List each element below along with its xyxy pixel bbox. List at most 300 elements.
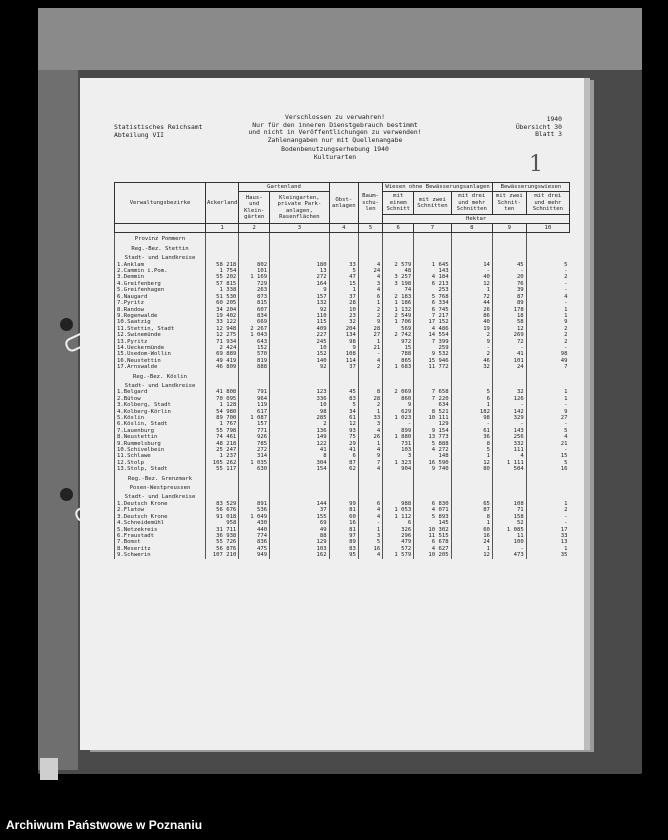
table-cell (383, 371, 414, 380)
district-name: 10.Saatzig (115, 319, 206, 325)
table-cell: 145 (414, 520, 451, 526)
table-cell (451, 371, 492, 380)
table-cell: 475 (239, 546, 270, 552)
table-cell: 132 (270, 300, 330, 306)
table-cell: 9 (383, 402, 414, 408)
table-cell: 21 (526, 441, 569, 447)
table-cell: 865 (383, 358, 414, 364)
table-cell: 60 (329, 514, 358, 520)
table-cell: 259 (414, 345, 451, 351)
table-cell: 49 (526, 358, 569, 364)
table-cell (206, 371, 239, 380)
section-heading-row (115, 371, 570, 380)
table-cell: 143 (492, 428, 526, 434)
table-cell: 24 (492, 364, 526, 370)
table-cell: 9 (526, 409, 569, 415)
table-cell (358, 233, 382, 243)
table-cell (414, 473, 451, 482)
table-cell: 35 (526, 552, 569, 558)
table-cell: - (526, 281, 569, 287)
table-cell: 41 (492, 351, 526, 357)
table-cell: 16 (526, 466, 569, 472)
table-cell (358, 243, 382, 252)
table-cell: 155 (270, 514, 330, 520)
table-cell: 17 152 (414, 319, 451, 325)
table-cell: 83 (329, 396, 358, 402)
table-cell: - (526, 268, 569, 274)
office-header (114, 124, 203, 139)
table-cell: 37 (270, 507, 330, 513)
table-cell: 6 (358, 294, 382, 300)
table-cell: 10 302 (414, 527, 451, 533)
district-name: 2.Cammin i.Pom. (115, 268, 206, 274)
sheet-year: 1940 (546, 115, 562, 123)
table-cell: 24 (451, 539, 492, 545)
section-heading: Provinz Pommern (115, 233, 206, 243)
table-cell: 1 (526, 313, 569, 319)
table-cell: 5 (526, 428, 569, 434)
table-cell: 25 247 (206, 447, 239, 453)
table-cell: 28 (358, 326, 382, 332)
table-cell (270, 252, 330, 261)
district-name: 11.Stettin, Stadt (115, 326, 206, 332)
table-cell: 55 202 (206, 274, 239, 280)
table-cell: 6 678 (414, 539, 451, 545)
table-cell: 771 (239, 428, 270, 434)
table-cell: 731 (383, 441, 414, 447)
table-cell (492, 491, 526, 500)
unit-label: Hektar (383, 214, 570, 223)
table-cell: 12 (451, 460, 492, 466)
table-cell (414, 491, 451, 500)
header-line: Verschlossen zu verwahren! (284, 113, 386, 121)
table-cell: 1 (451, 287, 492, 293)
table-cell: - (526, 520, 569, 526)
table-cell (206, 243, 239, 252)
district-name: 9.Schwerin (115, 552, 206, 558)
table-cell: 1 169 (239, 274, 270, 280)
col-einem-schnitt: mit einem Schnitt (383, 192, 414, 214)
table-cell: 4 (358, 287, 382, 293)
table-cell: 536 (239, 507, 270, 513)
table-cell: 4 (358, 262, 382, 268)
district-name: 17.Arnswalde (115, 364, 206, 370)
table-cell: 873 (239, 294, 270, 300)
header-line: Zahlenangaben nur mit Quellenangabe (267, 135, 403, 144)
table-cell: 473 (492, 552, 526, 558)
table-cell: 72 (451, 294, 492, 300)
table-cell: 99 (329, 501, 358, 507)
table-cell: 629 (383, 409, 414, 415)
col-wiesen-ohne: Wiesen ohne Bewässerungsanlagen (383, 183, 493, 192)
table-cell: 888 (239, 364, 270, 370)
table-cell: 253 (414, 287, 451, 293)
table-cell: 227 (270, 332, 330, 338)
table-cell: 4 272 (414, 447, 451, 453)
table-cell: 9 (329, 345, 358, 351)
table-cell (383, 252, 414, 261)
table-cell (451, 482, 492, 491)
table-cell: 46 (451, 358, 492, 364)
table-cell: 10 (270, 402, 330, 408)
table-cell: 19 402 (206, 313, 239, 319)
table-cell: 37 (329, 294, 358, 300)
table-cell: 3 257 (383, 274, 414, 280)
table-cell (383, 491, 414, 500)
office-name: Statistisches Reichsamt (114, 123, 203, 131)
table-cell: 108 (329, 351, 358, 357)
table-cell: 81 (329, 527, 358, 533)
survey-title: Bodenbenutzungserhebung 1940 (281, 145, 389, 154)
table-cell: 41 (329, 447, 358, 453)
table-cell: 834 (239, 313, 270, 319)
table-cell: 815 (239, 300, 270, 306)
table-cell: 1 (451, 546, 492, 552)
table-cell: 61 (451, 428, 492, 434)
table-cell: 2 742 (383, 332, 414, 338)
table-cell: 13 773 (414, 434, 451, 440)
table-cell: 1 023 (383, 415, 414, 421)
table-cell: 10 (270, 345, 330, 351)
table-cell: 1 (358, 409, 382, 415)
column-number: 9 (492, 224, 526, 233)
table-cell: 6 830 (414, 501, 451, 507)
table-cell: - (451, 345, 492, 351)
table-cell: 154 (270, 466, 330, 472)
table-cell (239, 243, 270, 252)
table-cell: 8 (270, 453, 330, 459)
table-cell: 570 (239, 351, 270, 357)
district-name: 2.Flatow (115, 507, 206, 513)
table-cell (526, 482, 569, 491)
table-cell: 115 (270, 319, 330, 325)
table-cell: 56 676 (206, 507, 239, 513)
table-cell (206, 473, 239, 482)
table-cell: 4 (358, 552, 382, 558)
table-cell (526, 243, 569, 252)
table-cell: 142 (492, 409, 526, 415)
table-cell: 13 (526, 539, 569, 545)
table-cell: 272 (270, 274, 330, 280)
table-cell: 4 (526, 434, 569, 440)
table-cell: - (492, 345, 526, 351)
table-cell: 55 726 (206, 539, 239, 545)
column-number: 10 (526, 224, 569, 233)
district-name: 15.Usedom-Wollin (115, 351, 206, 357)
table-cell: 1 338 (206, 287, 239, 293)
district-name: 8.Meseritz (115, 546, 206, 552)
district-name: 2.Bütow (115, 396, 206, 402)
table-cell (414, 380, 451, 389)
table-cell: 178 (492, 307, 526, 313)
table-cell: - (492, 268, 526, 274)
table-cell: 49 (270, 527, 330, 533)
table-cell: 46 809 (206, 364, 239, 370)
table-cell: 1 880 (383, 434, 414, 440)
table-cell: 75 (329, 434, 358, 440)
table-cell: 76 (492, 281, 526, 287)
table-cell: - (526, 402, 569, 408)
table-cell: 11 (492, 533, 526, 539)
table-cell (358, 473, 382, 482)
table-cell (239, 252, 270, 261)
table-cell: 836 (239, 539, 270, 545)
folder-spine (38, 70, 78, 770)
table-cell: - (526, 447, 569, 453)
table-cell: 41 808 (206, 389, 239, 395)
table-cell: 3 198 (383, 281, 414, 287)
table-cell: 819 (239, 358, 270, 364)
table-cell: 16 590 (414, 460, 451, 466)
table-cell: 1 128 (206, 402, 239, 408)
table-cell: 27 (526, 415, 569, 421)
section-heading: Stadt- und Landkreise (115, 252, 206, 261)
district-name: 13.Stolp, Stadt (115, 466, 206, 472)
table-cell: 630 (239, 466, 270, 472)
table-cell: 1 186 (383, 300, 414, 306)
table-cell (451, 380, 492, 389)
punch-hole (60, 488, 73, 501)
table-cell: 9 154 (414, 428, 451, 434)
table-cell: - (526, 287, 569, 293)
column-number: 5 (358, 224, 382, 233)
table-cell: 16 (451, 533, 492, 539)
section-heading-row (115, 491, 570, 500)
table-cell (329, 371, 358, 380)
table-cell (239, 233, 270, 243)
table-cell: 55 798 (206, 428, 239, 434)
table-cell (526, 380, 569, 389)
section-heading-row (115, 380, 570, 389)
table-cell: 4 (358, 358, 382, 364)
table-cell: - (526, 514, 569, 520)
col-zwei-schnitten: mit zwei Schnitten (414, 192, 451, 214)
table-cell: 62 (329, 466, 358, 472)
table-cell: 27 (358, 332, 382, 338)
table-cell: 1 645 (414, 262, 451, 268)
table-cell (451, 252, 492, 261)
table-cell: 1 085 (492, 527, 526, 533)
table-cell: 314 (239, 453, 270, 459)
table-cell (383, 380, 414, 389)
table-cell: 11 515 (414, 533, 451, 539)
district-name: 5.Greifenhagen (115, 287, 206, 293)
table-cell: 12 (492, 326, 526, 332)
table-cell: 71 (492, 507, 526, 513)
table-cell: 1 (451, 453, 492, 459)
table-cell: 40 (451, 319, 492, 325)
table-cell: 1 (526, 546, 569, 552)
table-cell: 36 938 (206, 533, 239, 539)
table-cell: 14 (451, 262, 492, 268)
table-cell (526, 473, 569, 482)
table-cell: 6 334 (414, 300, 451, 306)
table-cell (526, 491, 569, 500)
table-cell: - (526, 300, 569, 306)
table-cell: 634 (414, 402, 451, 408)
table-cell: - (451, 421, 492, 427)
table-cell: 148 (414, 453, 451, 459)
table-cell: 15 (329, 281, 358, 287)
table-cell: 9 (358, 319, 382, 325)
column-number: 8 (451, 224, 492, 233)
folder-top (38, 8, 642, 70)
col-drei-schnitten-b: mit drei und mehr Schnitten (526, 192, 569, 214)
table-cell: 479 (383, 539, 414, 545)
table-cell: 4 184 (414, 274, 451, 280)
table-cell (329, 380, 358, 389)
table-cell: 24 (358, 268, 382, 274)
table-cell (270, 482, 330, 491)
table-cell (358, 491, 382, 500)
table-cell: 7 217 (414, 313, 451, 319)
table-cell: 55 117 (206, 466, 239, 472)
table-cell: 1 053 (383, 507, 414, 513)
table-cell: 34 204 (206, 307, 239, 313)
table-cell (239, 491, 270, 500)
table-cell: 60 (451, 527, 492, 533)
table-cell: 1 323 (383, 460, 414, 466)
table-cell: 1 (358, 527, 382, 533)
table-cell: - (526, 421, 569, 427)
section-heading: Posen-Westpreussen (115, 482, 206, 491)
table-cell: 108 (492, 501, 526, 507)
table-cell: 617 (239, 409, 270, 415)
table-cell (270, 473, 330, 482)
table-cell: 430 (239, 520, 270, 526)
table-cell: 152 (270, 351, 330, 357)
table-cell: 47 (329, 274, 358, 280)
table-cell: 37 (329, 364, 358, 370)
table-cell: 71 934 (206, 339, 239, 345)
table-cell (414, 243, 451, 252)
table-cell: 105 262 (206, 460, 239, 466)
district-name: 14.Ueckermünde (115, 345, 206, 351)
table-cell (329, 482, 358, 491)
table-cell (526, 252, 569, 261)
table-cell: 3 (358, 533, 382, 539)
table-cell: 2 (270, 421, 330, 427)
table-cell: 5 768 (414, 294, 451, 300)
table-cell: 29 (329, 441, 358, 447)
pencil-page-number: 1 (529, 152, 543, 177)
table-cell: 440 (239, 527, 270, 533)
column-numbers-row (115, 224, 570, 233)
column-number: 1 (206, 224, 239, 233)
district-name: 5.Netzekreis (115, 527, 206, 533)
table-cell: 788 (383, 351, 414, 357)
table-cell: 134 (329, 332, 358, 338)
table-cell: 1 (526, 396, 569, 402)
table-cell: 504 (492, 466, 526, 472)
table-cell: 48 (383, 268, 414, 274)
table-cell: 157 (270, 294, 330, 300)
table-cell: 97 (329, 533, 358, 539)
table-cell: - (383, 421, 414, 427)
table-cell: 7 (526, 364, 569, 370)
table-cell: 119 (239, 402, 270, 408)
table-cell: 1 (451, 402, 492, 408)
table-cell: 263 (239, 287, 270, 293)
district-name: 6.Fraustadt (115, 533, 206, 539)
land-use-table (114, 182, 570, 559)
table-cell: 20 (492, 274, 526, 280)
table-cell (270, 491, 330, 500)
table-cell: 87 (451, 507, 492, 513)
table-cell: 2 (526, 339, 569, 345)
table-cell: 285 (270, 415, 330, 421)
table-cell: 140 (270, 358, 330, 364)
binder-clip (40, 758, 58, 780)
table-cell (492, 482, 526, 491)
district-name: 8.Neustettin (115, 434, 206, 440)
table-cell: 4 (492, 453, 526, 459)
table-cell: 149 (270, 434, 330, 440)
table-cell (414, 233, 451, 243)
table-cell: 26 (451, 307, 492, 313)
table-cell (414, 371, 451, 380)
table-cell (358, 252, 382, 261)
table-cell: 1 (526, 501, 569, 507)
table-cell: 1 132 (383, 307, 414, 313)
table-cell: 10 (329, 307, 358, 313)
table-cell (492, 371, 526, 380)
table-cell: 11 772 (414, 364, 451, 370)
section-heading-row (115, 252, 570, 261)
table-cell: 144 (270, 501, 330, 507)
table-cell: 2 (358, 402, 382, 408)
table-cell: 58 218 (206, 262, 239, 268)
table-cell: 5 888 (414, 441, 451, 447)
table-cell: 28 (358, 396, 382, 402)
table-cell: 15 (526, 453, 569, 459)
section-heading: Reg.-Bez. Stettin (115, 243, 206, 252)
table-cell: 164 (270, 281, 330, 287)
district-name: 7.Bomst (115, 539, 206, 545)
col-wiesen-mit: Bewässerungswiesen (492, 183, 569, 192)
table-cell: 2 (526, 332, 569, 338)
table-cell: 158 (492, 514, 526, 520)
table-cell: 9 (451, 339, 492, 345)
table-cell: 1 (451, 520, 492, 526)
table-cell (270, 371, 330, 380)
table-cell: 802 (239, 262, 270, 268)
table-cell: 89 700 (206, 415, 239, 421)
section-heading: Reg.-Bez. Grenzmark (115, 473, 206, 482)
table-cell: 122 (270, 441, 330, 447)
table-cell: 69 (270, 520, 330, 526)
table-cell: 16 (358, 546, 382, 552)
table-row (115, 552, 570, 558)
table-cell: 101 (492, 358, 526, 364)
table-cell: 569 (383, 326, 414, 332)
table-cell: 103 (270, 546, 330, 552)
table-cell: 1 237 (206, 453, 239, 459)
table-cell: 6 (451, 396, 492, 402)
col-drei-schnitten: mit drei und mehr Schnitten (451, 192, 492, 214)
col-baumschulen: Baum- schu- len (358, 183, 382, 224)
table-cell: 5 (451, 447, 492, 453)
table-cell: 5 (526, 262, 569, 268)
table-cell: 58 (492, 319, 526, 325)
table-cell: 5 (526, 460, 569, 466)
table-cell: - (451, 268, 492, 274)
district-name: 11.Schlawe (115, 453, 206, 459)
table-cell: 98 (270, 409, 330, 415)
table-cell: 1 (358, 300, 382, 306)
table-cell: 48 218 (206, 441, 239, 447)
district-name: 6.Naugard (115, 294, 206, 300)
